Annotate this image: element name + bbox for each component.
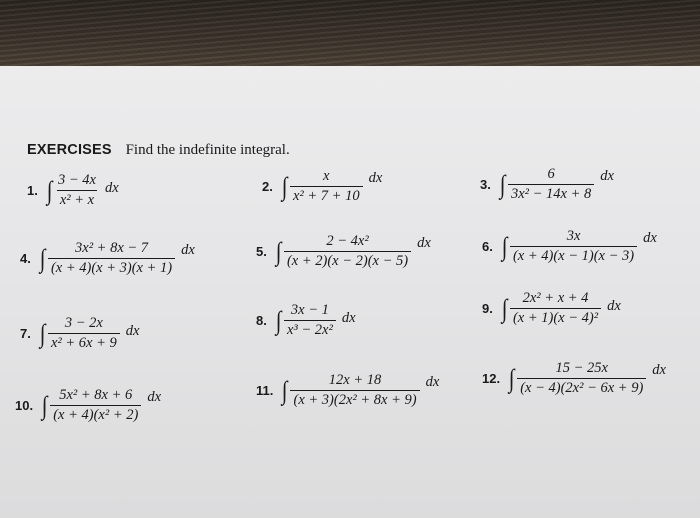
integral-sign: ∫ (282, 375, 288, 405)
integrand-fraction (284, 302, 336, 339)
exercise-9 (482, 290, 621, 327)
exercise-number: 6. (482, 239, 493, 254)
exercise-4 (20, 240, 195, 277)
numerator: x (323, 168, 330, 184)
exercise-2 (262, 168, 382, 205)
exercise-11 (256, 372, 439, 409)
exercise-12 (482, 360, 666, 397)
denominator: x² + 7 + 10 (290, 186, 363, 205)
wooden-table-background (0, 0, 700, 66)
exercise-number: 9. (482, 301, 493, 316)
denominator: 3x² − 14x + 8 (508, 184, 594, 203)
numerator: 3x² + 8x − 7 (75, 240, 149, 256)
differential: dx (425, 374, 440, 390)
integral-sign: ∫ (281, 171, 288, 201)
denominator: (x + 4)(x + 3)(x + 1) (48, 258, 175, 277)
differential: dx (607, 298, 621, 314)
numerator: 2x² + x + 4 (522, 290, 589, 306)
numerator: 15 − 25x (555, 360, 608, 376)
denominator: (x + 4)(x − 1)(x − 3) (510, 246, 637, 265)
integrand-fraction (510, 228, 637, 265)
numerator: 3x (566, 228, 581, 244)
exercise-1 (27, 172, 119, 209)
integral-sign: ∫ (275, 236, 282, 266)
exercise-number: 12. (482, 371, 501, 386)
denominator: (x + 1)(x − 4)² (510, 308, 601, 327)
integral-sign: ∫ (39, 318, 46, 348)
differential: dx (652, 362, 666, 378)
integrand-fraction (50, 387, 141, 424)
differential: dx (368, 170, 383, 186)
differential: dx (125, 323, 140, 339)
differential: dx (181, 242, 195, 258)
exercise-number: 4. (20, 251, 31, 266)
differential: dx (417, 235, 431, 251)
numerator: 3 − 4x (57, 172, 96, 188)
integrand-fraction (290, 372, 419, 409)
exercise-number: 3. (480, 177, 491, 192)
integrand-fraction (48, 240, 175, 277)
instruction-text: Find the indefinite integral. (125, 142, 290, 158)
exercise-6 (482, 228, 657, 265)
denominator: (x + 2)(x − 2)(x − 5) (284, 251, 411, 270)
exercise-number: 10. (15, 398, 34, 413)
differential: dx (600, 168, 614, 184)
integrand-fraction (55, 172, 99, 209)
integral-sign: ∫ (46, 175, 53, 205)
differential: dx (104, 180, 119, 196)
exercise-number: 2. (262, 179, 273, 194)
differential: dx (643, 230, 657, 246)
numerator: 2 − 4x² (326, 233, 369, 249)
exercises-header (27, 142, 290, 159)
exercise-number: 11. (256, 383, 274, 398)
integral-sign: ∫ (41, 390, 48, 420)
differential: dx (341, 310, 356, 326)
integrand-fraction (284, 233, 411, 270)
exercise-7 (20, 315, 139, 352)
numerator: 5x² + 8x + 6 (59, 387, 133, 403)
integrand-fraction (510, 290, 601, 327)
numerator: 3x − 1 (290, 302, 329, 318)
integral-sign: ∫ (499, 169, 506, 199)
exercise-number: 8. (256, 313, 267, 328)
exercise-8 (256, 302, 356, 339)
denominator: (x − 4)(2x² − 6x + 9) (517, 378, 646, 397)
denominator: x³ − 2x² (284, 320, 336, 339)
exercise-number: 7. (20, 326, 31, 341)
integral-sign: ∫ (501, 293, 508, 323)
integrand-fraction (508, 166, 594, 203)
denominator: x² + 6x + 9 (48, 333, 120, 352)
denominator: (x + 3)(2x² + 8x + 9) (290, 390, 419, 409)
integral-sign: ∫ (275, 305, 282, 335)
section-label: EXERCISES (27, 142, 112, 158)
exercise-5 (256, 233, 431, 270)
numerator: 3 − 2x (64, 315, 103, 331)
numerator: 6 (547, 166, 555, 182)
integrand-fraction (517, 360, 646, 397)
differential: dx (147, 389, 161, 405)
integrand-fraction (48, 315, 120, 352)
integral-sign: ∫ (508, 363, 515, 393)
integrand-fraction (290, 168, 363, 205)
exercise-3 (480, 166, 614, 203)
numerator: 12x + 18 (328, 372, 382, 388)
denominator: (x + 4)(x² + 2) (50, 405, 141, 424)
integral-sign: ∫ (501, 231, 508, 261)
exercise-10 (15, 387, 161, 424)
integral-sign: ∫ (39, 243, 46, 273)
exercise-number: 1. (27, 183, 38, 198)
denominator: x² + x (57, 190, 97, 209)
exercise-number: 5. (256, 244, 267, 259)
